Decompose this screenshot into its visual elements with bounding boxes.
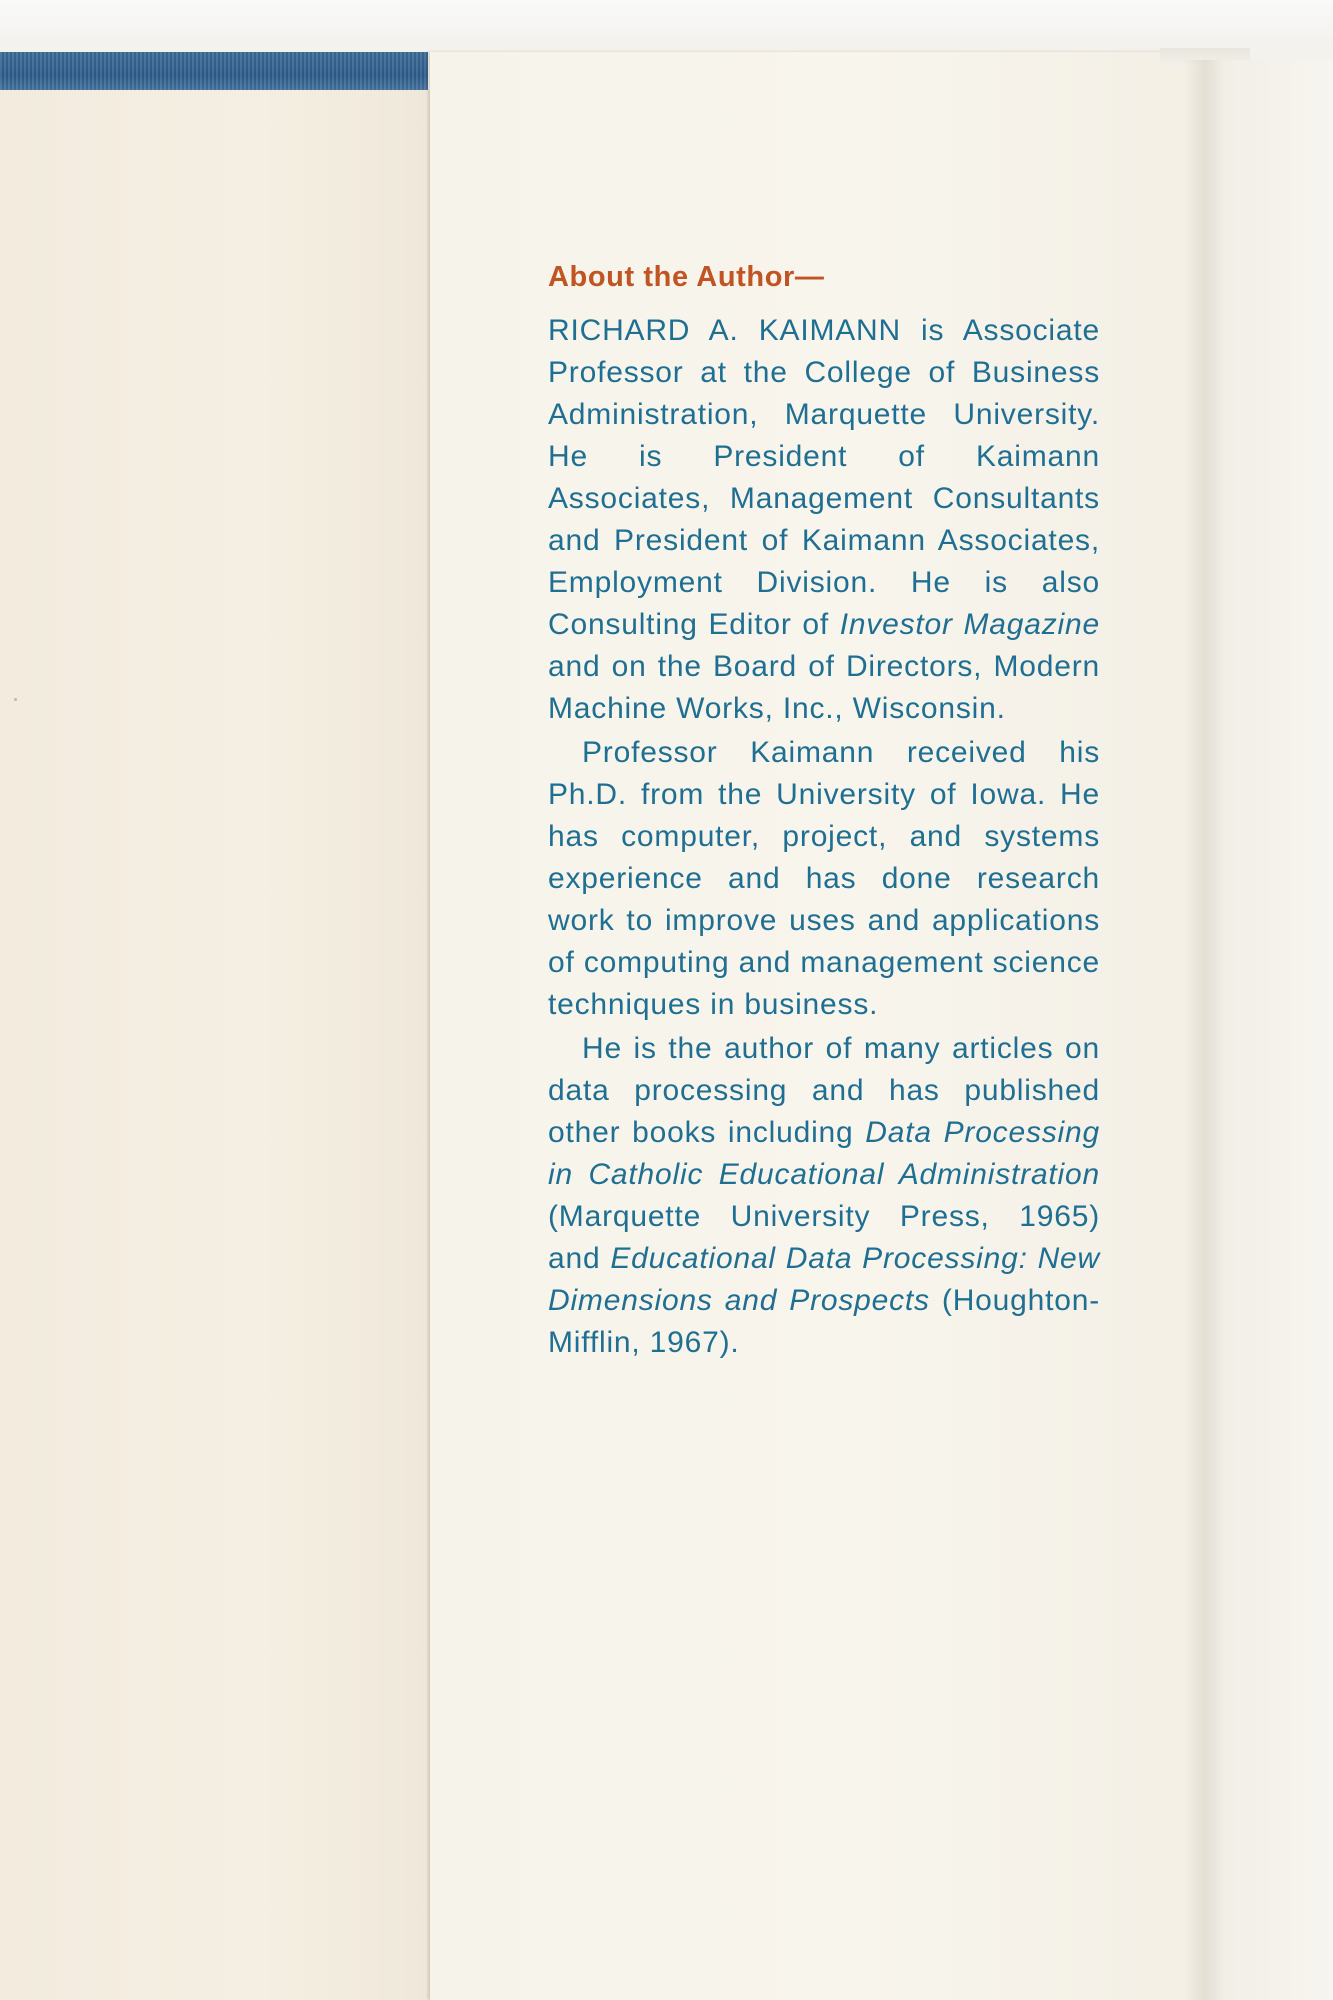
author-bio-column xyxy=(548,256,1100,1364)
bio-p3-lead: He is the author of many articles on data processing and has published other books including xyxy=(548,1032,1100,1149)
about-author-heading: About the Author— xyxy=(548,261,825,293)
bio-p1-text-a: RICHARD A. KAIMANN is Associate Professor at the College of Business Administration, Marquette University. He is President of Kaimann Associates, Management Consultants and President of Kaimann Associates, Employment Division. He is also Consulting Editor of xyxy=(548,314,1100,641)
book-1-publisher: (Marquette University Press, 1965) and xyxy=(548,1200,1100,1275)
book-title-1: Data Processing in Catholic Educational Administration xyxy=(548,1116,1100,1191)
bio-p1-text-b: and on the Board of Directors, Modern Machine Works, Inc., Wisconsin. xyxy=(548,650,1100,725)
table-background xyxy=(0,0,1333,48)
blue-cloth-cover-edge xyxy=(0,52,428,92)
book-2-publisher: (Houghton-Mifflin, 1967). xyxy=(548,1284,1100,1359)
paper-speck xyxy=(14,698,17,701)
investor-magazine-title: Investor Magazine xyxy=(839,608,1100,641)
jacket-fold-area xyxy=(1210,60,1333,2000)
bio-paragraph-1 xyxy=(548,310,1100,730)
bio-paragraph-2: Professor Kaimann received his Ph.D. from the University of Iowa. He has computer, project, and systems experience and has done research work to improve uses and applications of computing and management science techniques in business. xyxy=(548,736,1100,1021)
book-title-2: Educational Data Processing: New Dimensions and Prospects xyxy=(548,1242,1100,1317)
bio-paragraph-3 xyxy=(548,1028,1100,1364)
jacket-fold-shadow xyxy=(1185,60,1225,2000)
endpaper-page xyxy=(0,90,430,2000)
